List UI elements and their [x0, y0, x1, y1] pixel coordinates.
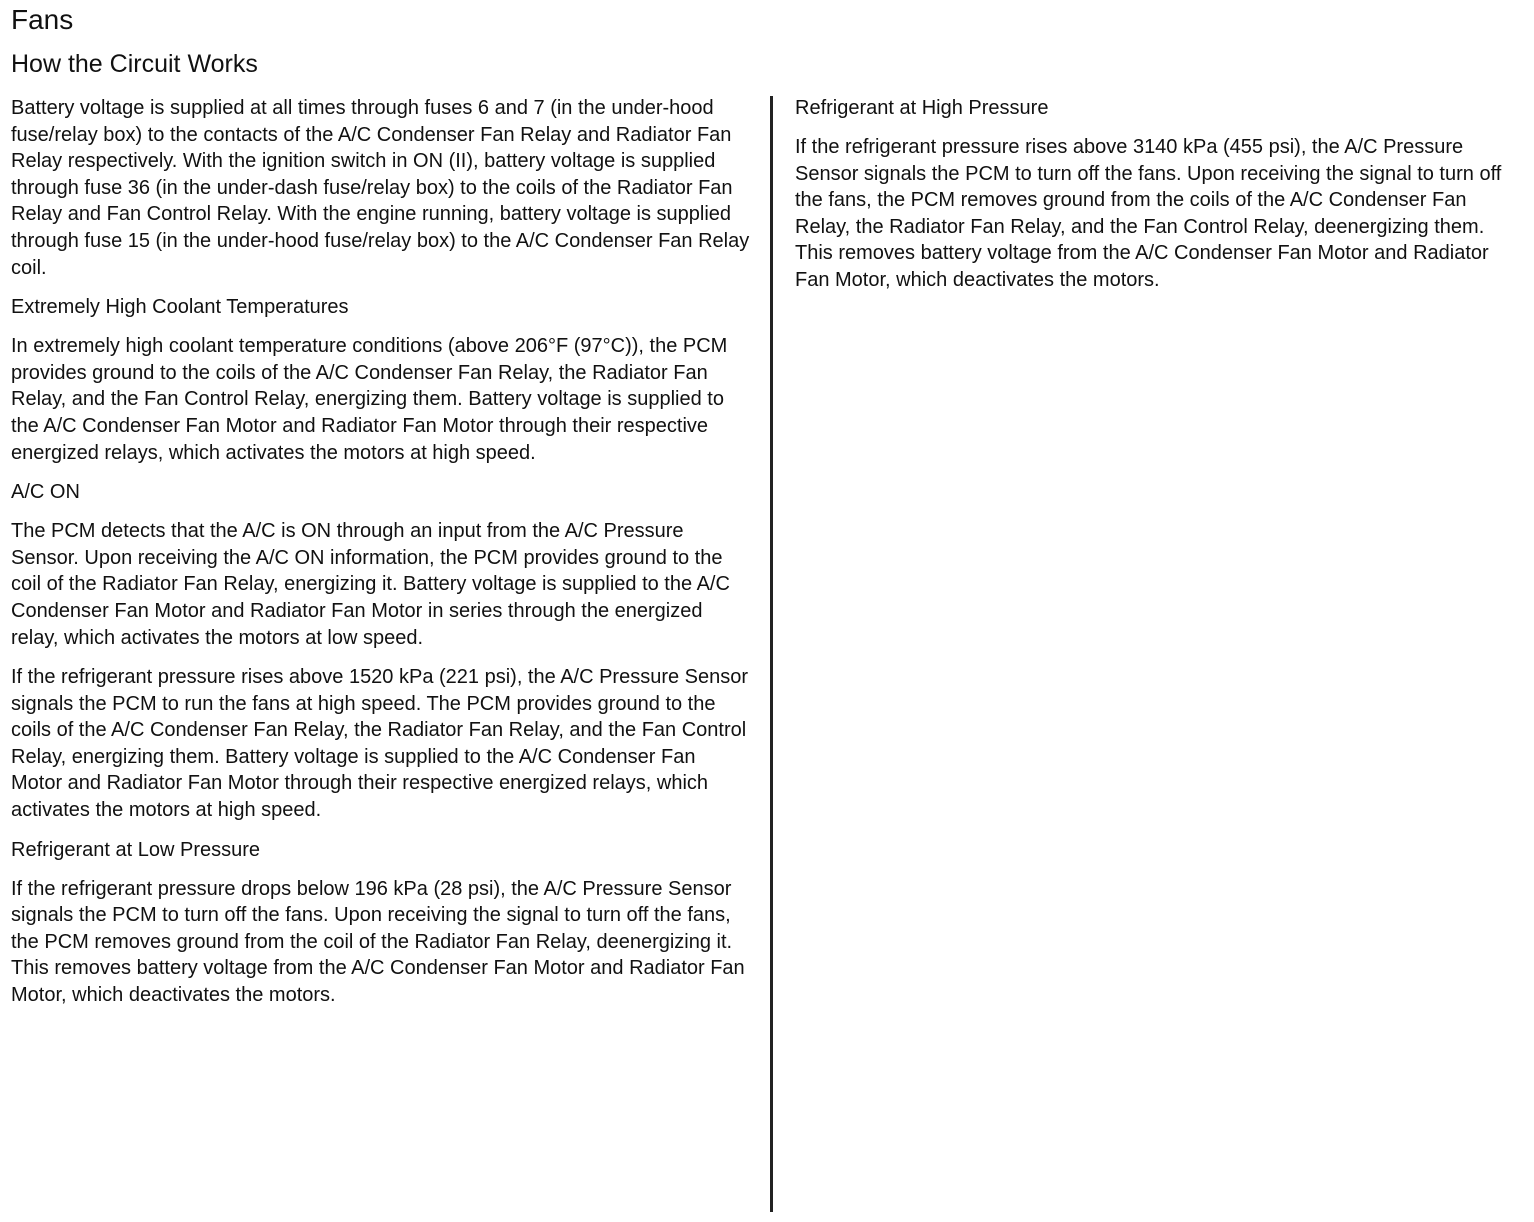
right-column [795, 95, 1525, 307]
section-extremely-high-coolant [11, 294, 751, 466]
section-paragraph: In extremely high coolant temperature conditions (above 206°F (97°C)), the PCM provides ground to the coils of the A/C Condenser Fan Relay, the Radiator Fan Relay, and the Fan Control Relay, energizing them. Battery voltage is supplied to the A/C Condenser Fan Motor and Radiator Fan Motor through their respective energized relays, which activates the motors at high speed. [11, 335, 728, 464]
page-subtitle: How the Circuit Works [11, 50, 258, 78]
section-heading: Extremely High Coolant Temperatures [11, 296, 349, 319]
section-ac-on [11, 479, 751, 824]
section-heading: Refrigerant at Low Pressure [11, 838, 261, 861]
page-title: Fans [11, 4, 74, 35]
section-heading: A/C ON [11, 481, 80, 504]
section-paragraph: If the refrigerant pressure drops below 196 kPa (28 psi), the A/C Pressure Sensor signals the PCM to turn off the fans. Upon receiving the signal to turn off the fans, the PCM removes ground from the coil of the Radiator Fan Relay, deenergizing it. This removes battery voltage from the A/C Condenser Fan Motor and Radiator Fan Motor, which deactivates the motors. [11, 877, 745, 1007]
section-refrigerant-low-pressure [11, 837, 751, 1009]
section-paragraph: If the refrigerant pressure rises above 1520 kPa (221 psi), the A/C Pressure Sensor signals the PCM to run the fans at high speed. The PCM provides ground to the coils of the A/C Condenser Fan Relay, the Radiator Fan Relay, and the Fan Control Relay, energizing them. Battery voltage is supplied to the A/C Condenser Fan Motor and Radiator Fan Motor through their respective energized relays, which activates the motors at high speed. [11, 666, 749, 822]
intro-paragraph: Battery voltage is supplied at all times through fuses 6 and 7 (in the under-hood fuse/relay box) to the contacts of the A/C Condenser Fan Relay and Radiator Fan Relay respectively. With the ignition switch in ON (II), battery voltage is supplied through fuse 36 (in the under-dash fuse/relay box) to the coils of the Radiator Fan Relay and Fan Control Relay. With the engine running, battery voltage is supplied through fuse 15 (in the under-hood fuse/relay box) to the A/C Condenser Fan Relay coil. [11, 97, 750, 279]
section-heading: Refrigerant at High Pressure [795, 97, 1049, 119]
left-column [11, 95, 751, 1022]
section-refrigerant-high-pressure [795, 95, 1525, 294]
column-divider [770, 96, 773, 1212]
section-paragraph: The PCM detects that the A/C is ON through an input from the A/C Pressure Sensor. Upon receiving the A/C ON information, the PCM provides ground to the coil of the Radiator Fan Relay, energizing it. Battery voltage is supplied to the A/C Condenser Fan Motor and Radiator Fan Motor in series through the energized relay, which activates the motors at low speed. [11, 520, 730, 649]
section-paragraph: If the refrigerant pressure rises above 3140 kPa (455 psi), the A/C Pressure Sensor signals the PCM to turn off the fans. Upon receiving the signal to turn off the fans, the PCM removes ground from the coils of the A/C Condenser Fan Relay, the Radiator Fan Relay, and the Fan Control Relay, deenergizing them. This removes battery voltage from the A/C Condenser Fan Motor and Radiator Fan Motor, which deactivates the motors. [795, 136, 1502, 291]
